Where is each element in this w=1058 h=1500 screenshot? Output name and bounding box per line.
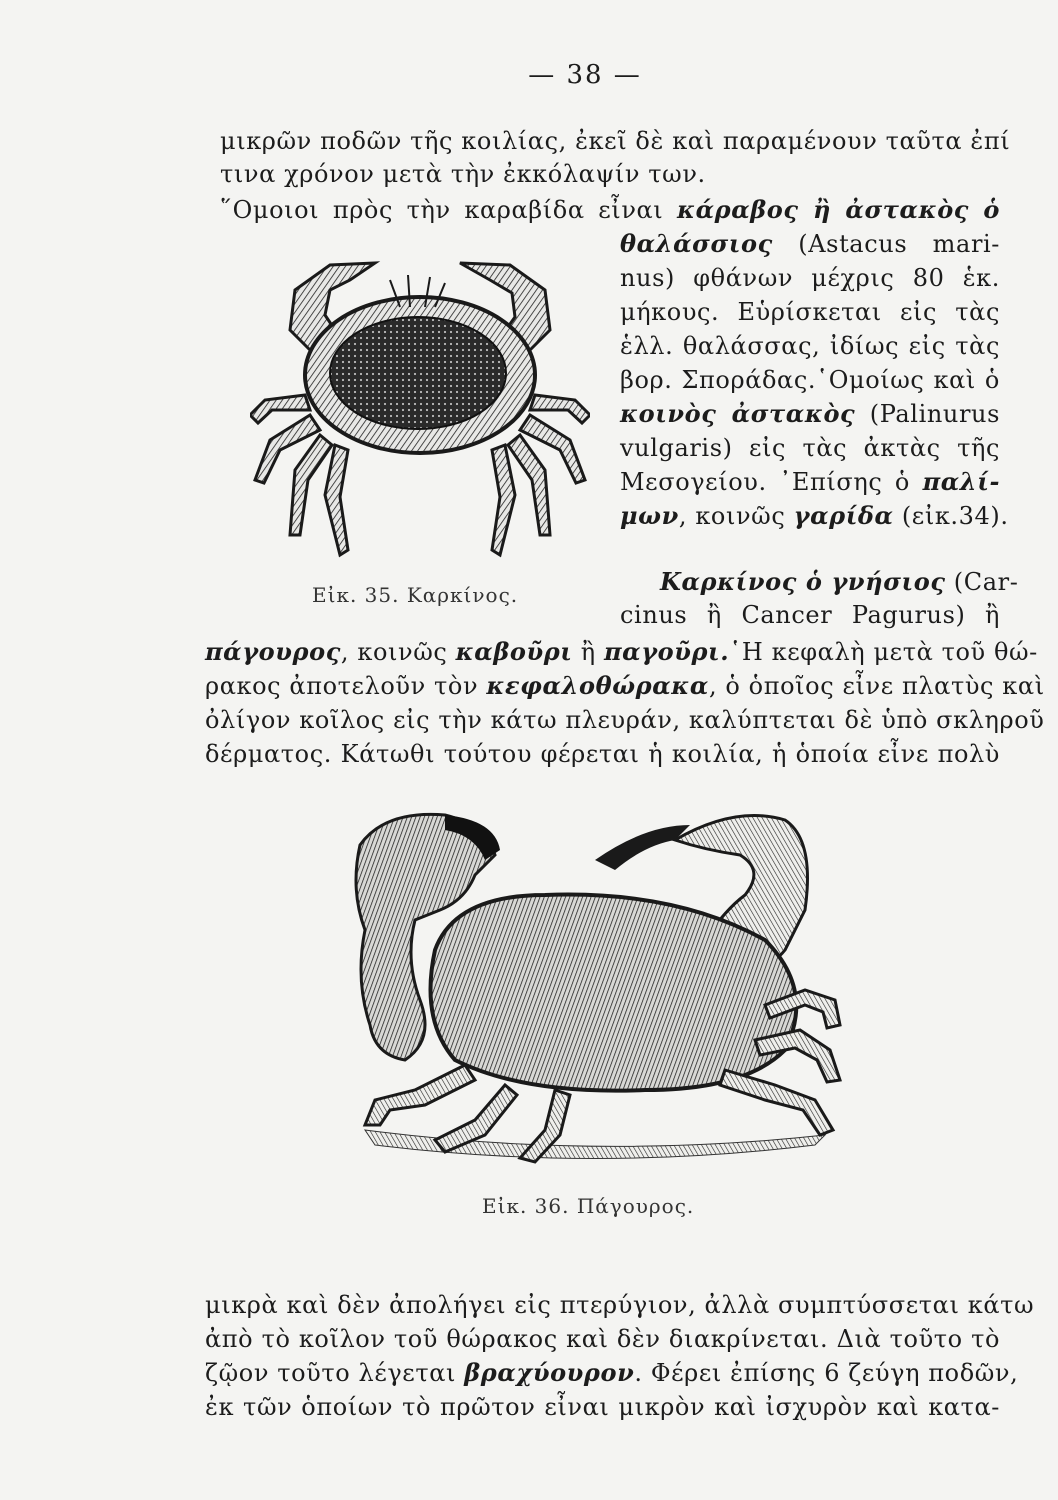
crab-illustration-fig36 xyxy=(345,800,845,1185)
text-line: ἑλλ. θαλάσσας, ἰδίως εἰς τὰς xyxy=(620,332,1000,360)
page-number: — 38 — xyxy=(528,60,642,90)
text-line: μων, κοινῶς γαρίδα (εἰκ.34). xyxy=(620,501,1009,530)
text-line: βορ. Σποράδας.῾Ομοίως καὶ ὁ xyxy=(620,366,1000,394)
text-line: ζῷον τοῦτο λέγεται βραχύουρον. Φέρει ἐπίσης 6 ζεύγη ποδῶν, xyxy=(205,1358,1019,1387)
text-line: μικρῶν ποδῶν τῆς κοιλίας, ἐκεῖ δὲ καὶ παραμένουν ταῦτα ἐπί xyxy=(220,127,1011,155)
figure-caption: Εἰκ. 35. Καρκίνος. xyxy=(312,583,519,607)
text-line: ῞Ομοιοι πρὸς τὴν καραβίδα εἶναι κάραβος ἢ ἀστακὸς ὁ xyxy=(220,195,1001,224)
text-line: μήκους. Εὑρίσκεται εἰς τὰς xyxy=(620,298,1000,326)
text-line: μικρὰ καὶ δὲν ἀπολήγει εἰς πτερύγιον, ἀλλὰ συμπτύσσεται κάτω xyxy=(205,1291,1035,1319)
text-line: πάγουρος, κοινῶς καβοῦρι ἢ παγοῦρι.῾Η κεφαλὴ μετὰ τοῦ θώ- xyxy=(205,637,1038,666)
text-line: nus) φθάνων μέχρις 80 ἑκ. xyxy=(620,264,1000,292)
bold-term: κάραβος ἢ ἀστακὸς ὁ xyxy=(676,195,1001,224)
text-line: ἀπὸ τὸ κοῖλον τοῦ θώρακος καὶ δὲν διακρίνεται. Διὰ τοῦτο τὸ xyxy=(205,1325,1000,1353)
text-line: τινα χρόνον μετὰ τὴν ἐκκόλαψίν των. xyxy=(220,160,706,188)
text-line: δέρματος. Κάτωθι τούτου φέρεται ἡ κοιλία, ἡ ὁποία εἶνε πολὺ xyxy=(205,740,1000,768)
text-line: θαλάσσιος (Astacus mari- xyxy=(620,229,1000,258)
text-line: ἐκ τῶν ὁποίων τὸ πρῶτον εἶναι μικρὸν καὶ ἰσχυρὸν καὶ κατα- xyxy=(205,1393,1000,1421)
text-line: Μεσογείου. ᾿Επίσης ὁ παλί- xyxy=(620,467,1000,496)
text-line: ρακος ἀποτελοῦν τὸν κεφαλοθώρακα, ὁ ὁποῖος εἶνε πλατὺς καὶ xyxy=(205,671,1045,700)
text-line: κοινὸς ἀστακὸς (Palinurus xyxy=(620,399,1001,428)
text-line: ὀλίγον κοῖλος εἰς τὴν κάτω πλευράν, καλύπτεται δὲ ὑπὸ σκληροῦ xyxy=(205,706,1045,734)
text-line: cinus ἢ Cancer Pagurus) ἢ xyxy=(620,601,1000,629)
text-line: Καρκίνος ὁ γνήσιος (Car- xyxy=(660,567,1019,596)
crab-illustration-fig35 xyxy=(250,245,590,565)
text-line: vulgaris) εἰς τὰς ἀκτὰς τῆς xyxy=(620,434,1000,462)
figure-caption: Εἰκ. 36. Πάγουρος. xyxy=(482,1194,695,1218)
